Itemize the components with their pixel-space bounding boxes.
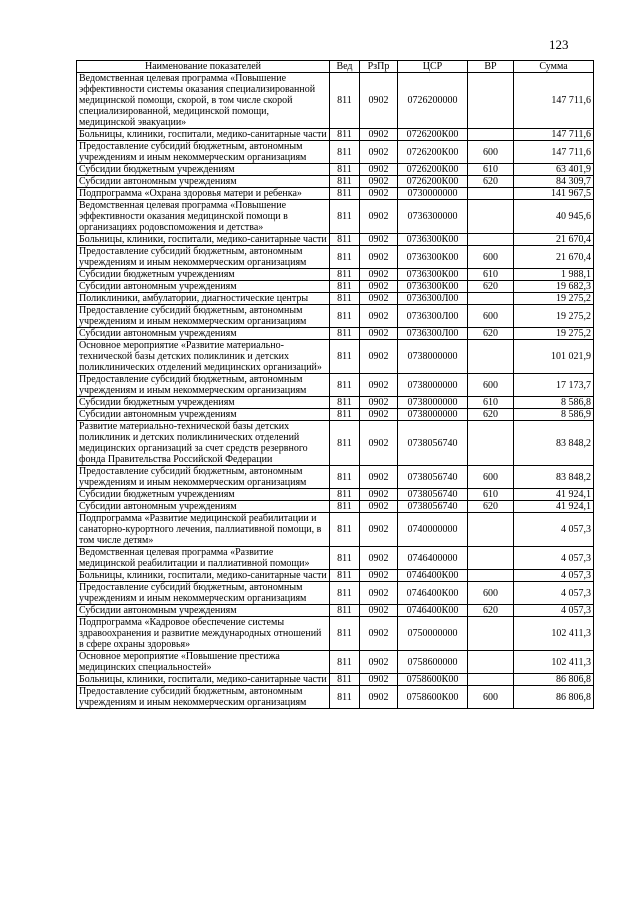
cell-name: Предоставление субсидий бюджетным, автономным учреждениям и иным некоммерческим организациям	[77, 686, 330, 709]
cell-ved: 811	[330, 141, 360, 164]
cell-ved: 811	[330, 397, 360, 409]
page-number: 123	[549, 37, 569, 52]
cell-name: Основное мероприятие «Развитие материально-технической базы детских поликлиник и детских поликлинических отделений медицинских организаций»	[77, 340, 330, 374]
table-row	[77, 582, 594, 605]
cell-ved: 811	[330, 466, 360, 489]
cell-csr: 0726200К00	[398, 129, 468, 141]
cell-csr: 0730000000	[398, 188, 468, 200]
cell-name: Подпрограмма «Развитие медицинской реабилитации и санаторно-курортного лечения, паллиативной помощи, в том числе детям»	[77, 513, 330, 547]
cell-csr: 0736300К00	[398, 281, 468, 293]
cell-rzpr: 0902	[360, 489, 398, 501]
cell-csr: 0736300К00	[398, 246, 468, 269]
cell-vr	[468, 513, 514, 547]
cell-csr: 0750000000	[398, 617, 468, 651]
cell-ved: 811	[330, 513, 360, 547]
cell-rzpr: 0902	[360, 234, 398, 246]
cell-rzpr: 0902	[360, 374, 398, 397]
cell-vr: 610	[468, 269, 514, 281]
table-row	[77, 397, 594, 409]
cell-name: Предоставление субсидий бюджетным, автономным учреждениям и иным некоммерческим организациям	[77, 141, 330, 164]
cell-sum: 86 806,8	[514, 686, 594, 709]
cell-rzpr: 0902	[360, 305, 398, 328]
cell-csr: 0740000000	[398, 513, 468, 547]
cell-vr	[468, 129, 514, 141]
cell-sum: 8 586,8	[514, 397, 594, 409]
cell-sum: 83 848,2	[514, 466, 594, 489]
cell-vr: 620	[468, 501, 514, 513]
cell-sum: 147 711,6	[514, 141, 594, 164]
cell-ved: 811	[330, 421, 360, 466]
cell-sum: 8 586,9	[514, 409, 594, 421]
cell-sum: 141 967,5	[514, 188, 594, 200]
cell-vr	[468, 188, 514, 200]
cell-sum: 84 309,7	[514, 176, 594, 188]
table-row	[77, 305, 594, 328]
cell-ved: 811	[330, 409, 360, 421]
cell-sum: 40 945,6	[514, 200, 594, 234]
table-row	[77, 141, 594, 164]
cell-name: Ведомственная целевая программа «Повышение эффективности оказания медицинской помощи в организациях родовспоможения и детства»	[77, 200, 330, 234]
cell-name: Субсидии автономным учреждениям	[77, 501, 330, 513]
cell-name: Предоставление субсидий бюджетным, автономным учреждениям и иным некоммерческим организациям	[77, 466, 330, 489]
cell-ved: 811	[330, 651, 360, 674]
table-body	[77, 73, 594, 709]
cell-name: Субсидии автономным учреждениям	[77, 176, 330, 188]
cell-csr: 0736300Л00	[398, 305, 468, 328]
cell-name: Больницы, клиники, госпитали, медико-санитарные части	[77, 674, 330, 686]
cell-vr: 600	[468, 246, 514, 269]
table-header-row	[77, 61, 594, 73]
header-vr: ВР	[468, 61, 514, 73]
cell-rzpr: 0902	[360, 501, 398, 513]
table-row	[77, 409, 594, 421]
cell-rzpr: 0902	[360, 328, 398, 340]
cell-name: Субсидии автономным учреждениям	[77, 281, 330, 293]
cell-csr: 0758600000	[398, 651, 468, 674]
cell-ved: 811	[330, 129, 360, 141]
cell-name: Предоставление субсидий бюджетным, автономным учреждениям и иным некоммерческим организациям	[77, 305, 330, 328]
table-row	[77, 340, 594, 374]
cell-rzpr: 0902	[360, 547, 398, 570]
cell-csr: 0758600К00	[398, 674, 468, 686]
header-ved: Вед	[330, 61, 360, 73]
table-row	[77, 617, 594, 651]
cell-vr: 600	[468, 466, 514, 489]
cell-rzpr: 0902	[360, 651, 398, 674]
cell-vr: 610	[468, 397, 514, 409]
cell-ved: 811	[330, 281, 360, 293]
table-row	[77, 513, 594, 547]
cell-csr: 0738056740	[398, 466, 468, 489]
table-row	[77, 674, 594, 686]
cell-vr: 620	[468, 605, 514, 617]
cell-csr: 0736300Л00	[398, 293, 468, 305]
cell-ved: 811	[330, 582, 360, 605]
cell-name: Субсидии автономным учреждениям	[77, 605, 330, 617]
cell-vr	[468, 234, 514, 246]
cell-sum: 147 711,6	[514, 129, 594, 141]
table-row	[77, 466, 594, 489]
cell-rzpr: 0902	[360, 129, 398, 141]
budget-table	[76, 60, 594, 709]
cell-rzpr: 0902	[360, 281, 398, 293]
table-row	[77, 421, 594, 466]
cell-ved: 811	[330, 340, 360, 374]
cell-vr	[468, 340, 514, 374]
cell-name: Развитие материально-технической базы детских поликлиник и детских поликлинических отделений медицинских организаций за счет средств резервного фонда Правительства Российской Федерации	[77, 421, 330, 466]
cell-sum: 4 057,3	[514, 513, 594, 547]
table-row	[77, 269, 594, 281]
cell-rzpr: 0902	[360, 164, 398, 176]
cell-rzpr: 0902	[360, 397, 398, 409]
cell-ved: 811	[330, 605, 360, 617]
cell-rzpr: 0902	[360, 421, 398, 466]
cell-vr	[468, 570, 514, 582]
cell-csr: 0726200000	[398, 73, 468, 129]
cell-sum: 4 057,3	[514, 547, 594, 570]
cell-sum: 4 057,3	[514, 582, 594, 605]
table-row	[77, 328, 594, 340]
cell-sum: 4 057,3	[514, 605, 594, 617]
cell-vr	[468, 200, 514, 234]
cell-rzpr: 0902	[360, 582, 398, 605]
cell-vr: 610	[468, 489, 514, 501]
table-row	[77, 605, 594, 617]
cell-ved: 811	[330, 617, 360, 651]
cell-ved: 811	[330, 176, 360, 188]
cell-ved: 811	[330, 374, 360, 397]
cell-csr: 0746400000	[398, 547, 468, 570]
cell-rzpr: 0902	[360, 605, 398, 617]
cell-rzpr: 0902	[360, 73, 398, 129]
cell-vr: 600	[468, 582, 514, 605]
cell-sum: 101 021,9	[514, 340, 594, 374]
header-name: Наименование показателей	[77, 61, 330, 73]
cell-rzpr: 0902	[360, 269, 398, 281]
cell-rzpr: 0902	[360, 246, 398, 269]
cell-ved: 811	[330, 200, 360, 234]
table-row	[77, 234, 594, 246]
cell-csr: 0738056740	[398, 501, 468, 513]
table-row	[77, 547, 594, 570]
cell-ved: 811	[330, 188, 360, 200]
cell-name: Субсидии бюджетным учреждениям	[77, 489, 330, 501]
cell-sum: 19 275,2	[514, 305, 594, 328]
cell-ved: 811	[330, 164, 360, 176]
cell-csr: 0738000000	[398, 397, 468, 409]
cell-vr: 600	[468, 141, 514, 164]
cell-csr: 0758600К00	[398, 686, 468, 709]
cell-ved: 811	[330, 328, 360, 340]
table-row	[77, 570, 594, 582]
cell-sum: 17 173,7	[514, 374, 594, 397]
table-row	[77, 200, 594, 234]
cell-rzpr: 0902	[360, 293, 398, 305]
table-row	[77, 293, 594, 305]
cell-name: Основное мероприятие «Повышение престижа медицинских специальностей»	[77, 651, 330, 674]
cell-sum: 21 670,4	[514, 246, 594, 269]
cell-name: Больницы, клиники, госпитали, медико-санитарные части	[77, 129, 330, 141]
cell-ved: 811	[330, 293, 360, 305]
cell-sum: 83 848,2	[514, 421, 594, 466]
cell-vr	[468, 421, 514, 466]
cell-rzpr: 0902	[360, 674, 398, 686]
cell-ved: 811	[330, 686, 360, 709]
table-row	[77, 188, 594, 200]
cell-ved: 811	[330, 489, 360, 501]
cell-csr: 0746400К00	[398, 605, 468, 617]
header-sum: Сумма	[514, 61, 594, 73]
cell-name: Больницы, клиники, госпитали, медико-санитарные части	[77, 570, 330, 582]
cell-vr: 620	[468, 281, 514, 293]
cell-csr: 0738056740	[398, 489, 468, 501]
cell-name: Предоставление субсидий бюджетным, автономным учреждениям и иным некоммерческим организациям	[77, 246, 330, 269]
cell-ved: 811	[330, 246, 360, 269]
cell-sum: 102 411,3	[514, 617, 594, 651]
cell-csr: 0738000000	[398, 409, 468, 421]
cell-csr: 0738000000	[398, 340, 468, 374]
cell-ved: 811	[330, 570, 360, 582]
cell-rzpr: 0902	[360, 466, 398, 489]
cell-sum: 4 057,3	[514, 570, 594, 582]
cell-csr: 0746400К00	[398, 570, 468, 582]
cell-csr: 0738000000	[398, 374, 468, 397]
cell-name: Подпрограмма «Кадровое обеспечение системы здравоохранения и развитие международных отношений в сфере охраны здоровья»	[77, 617, 330, 651]
cell-name: Субсидии автономным учреждениям	[77, 409, 330, 421]
cell-name: Ведомственная целевая программа «Повышение эффективности системы оказания специализированной медицинской помощи, скорой, в том числе скорой специализированной, медицинской помощи, медицинской эвакуации»	[77, 73, 330, 129]
header-csr: ЦСР	[398, 61, 468, 73]
cell-vr	[468, 73, 514, 129]
cell-ved: 811	[330, 269, 360, 281]
table-row	[77, 489, 594, 501]
cell-sum: 19 682,3	[514, 281, 594, 293]
cell-rzpr: 0902	[360, 409, 398, 421]
table-row	[77, 129, 594, 141]
cell-rzpr: 0902	[360, 617, 398, 651]
cell-vr: 600	[468, 305, 514, 328]
header-rzpr: РзПр	[360, 61, 398, 73]
cell-ved: 811	[330, 73, 360, 129]
cell-name: Предоставление субсидий бюджетным, автономным учреждениям и иным некоммерческим организациям	[77, 374, 330, 397]
cell-vr	[468, 293, 514, 305]
cell-name: Субсидии автономным учреждениям	[77, 328, 330, 340]
cell-sum: 19 275,2	[514, 293, 594, 305]
table-row	[77, 281, 594, 293]
cell-csr: 0726200К00	[398, 141, 468, 164]
cell-csr: 0738056740	[398, 421, 468, 466]
cell-csr: 0736300К00	[398, 234, 468, 246]
cell-sum: 21 670,4	[514, 234, 594, 246]
cell-rzpr: 0902	[360, 141, 398, 164]
cell-csr: 0726200К00	[398, 164, 468, 176]
table-row	[77, 686, 594, 709]
cell-vr: 610	[468, 164, 514, 176]
cell-vr: 600	[468, 686, 514, 709]
cell-vr: 620	[468, 176, 514, 188]
cell-name: Субсидии бюджетным учреждениям	[77, 397, 330, 409]
cell-name: Подпрограмма «Охрана здоровья матери и ребенка»	[77, 188, 330, 200]
table-row	[77, 176, 594, 188]
cell-name: Больницы, клиники, госпитали, медико-санитарные части	[77, 234, 330, 246]
cell-sum: 86 806,8	[514, 674, 594, 686]
cell-name: Субсидии бюджетным учреждениям	[77, 269, 330, 281]
cell-rzpr: 0902	[360, 200, 398, 234]
cell-sum: 41 924,1	[514, 501, 594, 513]
cell-csr: 0736300К00	[398, 269, 468, 281]
cell-ved: 811	[330, 674, 360, 686]
table-row	[77, 246, 594, 269]
cell-vr: 600	[468, 374, 514, 397]
table-row	[77, 73, 594, 129]
cell-name: Поликлиники, амбулатории, диагностические центры	[77, 293, 330, 305]
cell-name: Ведомственная целевая программа «Развитие медицинской реабилитации и паллиативной помощи»	[77, 547, 330, 570]
cell-vr	[468, 651, 514, 674]
cell-sum: 63 401,9	[514, 164, 594, 176]
cell-sum: 147 711,6	[514, 73, 594, 129]
cell-rzpr: 0902	[360, 176, 398, 188]
cell-csr: 0736300Л00	[398, 328, 468, 340]
cell-vr	[468, 547, 514, 570]
cell-ved: 811	[330, 305, 360, 328]
cell-vr	[468, 617, 514, 651]
cell-sum: 19 275,2	[514, 328, 594, 340]
cell-ved: 811	[330, 547, 360, 570]
table-row	[77, 651, 594, 674]
cell-csr: 0736300000	[398, 200, 468, 234]
cell-rzpr: 0902	[360, 570, 398, 582]
cell-vr: 620	[468, 328, 514, 340]
cell-vr: 620	[468, 409, 514, 421]
table-row	[77, 501, 594, 513]
cell-csr: 0726200К00	[398, 176, 468, 188]
cell-sum: 1 988,1	[514, 269, 594, 281]
cell-rzpr: 0902	[360, 188, 398, 200]
cell-name: Субсидии бюджетным учреждениям	[77, 164, 330, 176]
table-row	[77, 374, 594, 397]
cell-rzpr: 0902	[360, 340, 398, 374]
cell-ved: 811	[330, 234, 360, 246]
cell-csr: 0746400К00	[398, 582, 468, 605]
cell-name: Предоставление субсидий бюджетным, автономным учреждениям и иным некоммерческим организациям	[77, 582, 330, 605]
table-row	[77, 164, 594, 176]
cell-vr	[468, 674, 514, 686]
cell-sum: 102 411,3	[514, 651, 594, 674]
cell-ved: 811	[330, 501, 360, 513]
cell-sum: 41 924,1	[514, 489, 594, 501]
cell-rzpr: 0902	[360, 686, 398, 709]
cell-rzpr: 0902	[360, 513, 398, 547]
